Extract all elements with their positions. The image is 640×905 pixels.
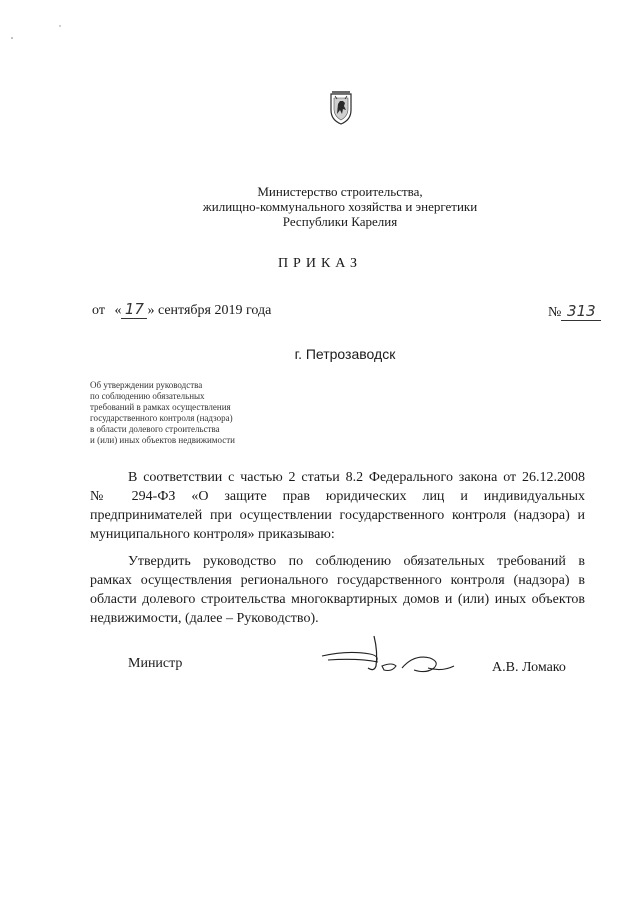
- paragraph-line: Утвердить руководство по соблюдению обязательных требований в: [128, 554, 585, 569]
- subject-line: по соблюдению обязательных: [90, 391, 205, 401]
- date-prefix: от: [92, 303, 105, 318]
- order-subject: [90, 380, 280, 446]
- ministry-line: Республики Карелия: [282, 214, 398, 229]
- handwritten-signature: [318, 632, 458, 682]
- city-name: г. Петрозаводск: [294, 346, 396, 362]
- scan-specks: [0, 0, 640, 120]
- paragraph-line: муниципального контроля» приказываю:: [90, 527, 335, 542]
- order-date: [92, 300, 271, 319]
- paragraph-line: недвижимости, (далее – Руководство).: [90, 611, 319, 626]
- paragraph-line: рамках осуществления регионального государственного контроля (надзора) в: [90, 573, 585, 588]
- paragraph-line: области долевого строительства многоквартирных домов и (или) иных объектов: [90, 592, 585, 607]
- date-day: 17: [121, 300, 147, 319]
- subject-line: требований в рамках осуществления: [90, 402, 231, 412]
- preamble-paragraph: [90, 468, 585, 544]
- subject-line: и (или) иных объектов недвижимости: [90, 435, 235, 445]
- paragraph-line: В соответствии с частью 2 статьи 8.2 Федерального закона от 26.12.2008: [128, 470, 585, 485]
- coat-of-arms-icon: [328, 90, 354, 126]
- ministry-line: Министерство строительства,: [257, 184, 423, 199]
- order-number: [548, 302, 601, 321]
- ministry-name: [160, 184, 520, 229]
- paragraph-line: предпринимателей при осуществлении государственного контроля (надзора) и: [90, 508, 585, 523]
- subject-line: Об утверждении руководства: [90, 380, 203, 390]
- number-prefix: №: [548, 305, 562, 320]
- paragraph-line: № 294-ФЗ «О защите прав юридических лиц и индивидуальных: [90, 489, 585, 504]
- order-paragraph: [90, 552, 585, 628]
- date-rest: сентября 2019 года: [157, 303, 272, 318]
- date-open-quote: «: [114, 303, 122, 318]
- number-value: 313: [561, 302, 601, 321]
- document-type: ПРИКАЗ: [277, 256, 363, 271]
- subject-line: в области долевого строительства: [90, 424, 220, 434]
- signatory-title: Министр: [128, 656, 183, 671]
- signatory-name: А.В. Ломако: [492, 660, 566, 675]
- date-close-quote: »: [147, 303, 155, 318]
- ministry-line: жилищно-коммунального хозяйства и энергетики: [202, 199, 478, 214]
- subject-line: государственного контроля (надзора): [90, 413, 233, 423]
